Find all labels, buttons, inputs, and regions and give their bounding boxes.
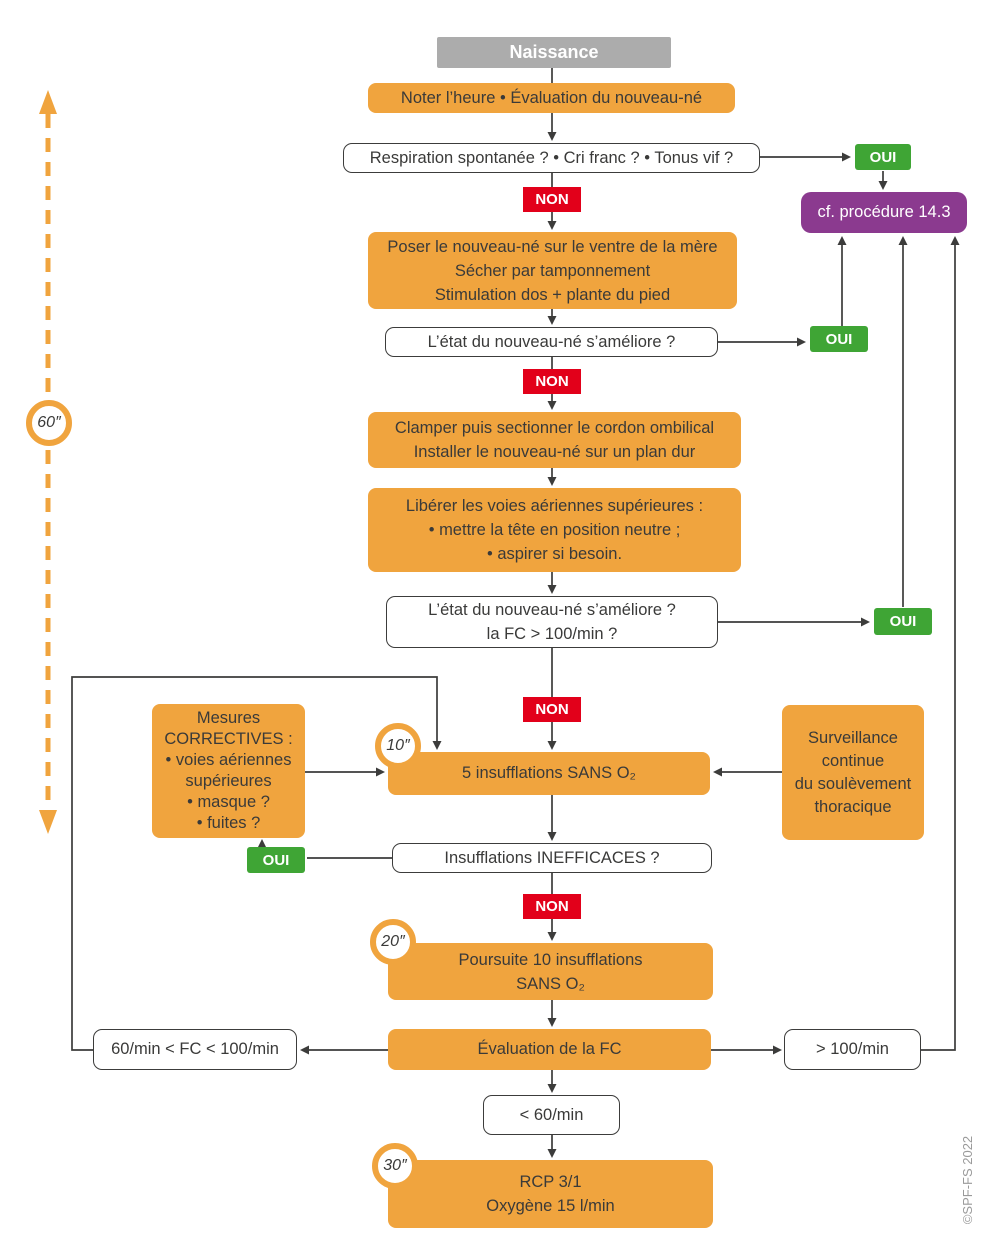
timer-20s-label: 20″ — [381, 933, 405, 950]
node-poser-nouveau-ne — [368, 232, 737, 309]
node-clamper-cordon — [368, 412, 741, 468]
node-fc-60-100 — [93, 1029, 297, 1070]
badge-non-label: NON — [535, 701, 569, 718]
node-respiration-label: Respiration spontanée ? • Cri franc ? • Tonus vif ? — [369, 148, 734, 167]
timeline-arrow-down-icon — [39, 810, 57, 834]
node-noter-heure-label: Noter l’heure • Évaluation du nouveau-né — [400, 88, 703, 107]
badge-oui-label: OUI — [869, 148, 897, 166]
node-fc-sup-100-label: > 100/min — [816, 1040, 889, 1058]
timer-60s-badge — [26, 400, 72, 446]
node-rcp-line2: Oxygène 15 l/min — [486, 1197, 615, 1215]
badge-non-label: NON — [535, 898, 569, 915]
node-5-insufflations — [388, 752, 710, 795]
badge-non-ameliore-2 — [523, 697, 581, 722]
node-liberer-line1: Libérer les voies aériennes supérieures : — [405, 497, 704, 515]
node-rcp-line1: RCP 3/1 — [519, 1173, 582, 1191]
node-mesures-line4: supérieures — [185, 772, 272, 790]
badge-oui-inefficaces — [247, 847, 305, 873]
badge-non-respiration — [523, 187, 581, 212]
timer-10s-badge — [375, 723, 421, 769]
node-evaluation-fc — [388, 1029, 711, 1070]
node-mesures-line6: • fuites ? — [196, 814, 261, 832]
node-mesures-line3: • voies aériennes — [165, 751, 292, 769]
badge-oui-label: OUI — [825, 330, 853, 348]
node-mesures-line2: CORRECTIVES : — [164, 730, 293, 748]
node-naissance — [437, 37, 671, 68]
node-fc-60-100-label: 60/min < FC < 100/min — [111, 1040, 279, 1058]
node-poser-line2: Sécher par tamponnement — [454, 261, 651, 280]
badge-non-label: NON — [535, 373, 569, 390]
node-cf-procedure-label: cf. procédure 14.3 — [817, 203, 951, 221]
node-5-insufflations-label: 5 insufflations SANS O₂ — [462, 764, 636, 782]
node-cf-procedure — [801, 192, 967, 233]
node-poser-line1: Poser le nouveau-né sur le ventre de la mère — [387, 237, 718, 256]
timer-20s-badge — [370, 919, 416, 965]
node-surveillance-line3: du soulèvement — [794, 774, 912, 793]
badge-non-inefficaces — [523, 894, 581, 919]
badge-non-ameliore-1 — [523, 369, 581, 394]
node-liberer-line3: • aspirer si besoin. — [486, 545, 623, 563]
node-etat-ameliore-2-line2: la FC > 100/min ? — [486, 625, 618, 643]
node-respiration-spontanee — [343, 143, 760, 173]
badge-oui-ameliore-2 — [874, 608, 932, 635]
node-liberer-voies — [368, 488, 741, 572]
node-etat-ameliore-1-label: L’état du nouveau-né s’améliore ? — [427, 332, 676, 351]
node-noter-heure — [368, 83, 735, 113]
node-etat-ameliore-1 — [385, 327, 718, 357]
node-rcp — [388, 1160, 713, 1228]
node-fc-inf-60-label: < 60/min — [519, 1105, 584, 1124]
node-fc-inf-60 — [483, 1095, 620, 1135]
node-clamper-line2: Installer le nouveau-né sur un plan dur — [413, 443, 696, 461]
node-poursuite-line1: Poursuite 10 insufflations — [458, 950, 643, 969]
badge-non-label: NON — [535, 191, 569, 208]
node-surveillance-continue — [782, 705, 924, 840]
node-naissance-label: Naissance — [509, 42, 599, 62]
node-fc-sup-100 — [784, 1029, 921, 1070]
copyright-credit: ©SPF-FS 2022 — [960, 1135, 975, 1225]
node-etat-ameliore-2-line1: L’état du nouveau-né s’améliore ? — [428, 601, 676, 619]
node-surveillance-line2: continue — [821, 751, 885, 770]
badge-oui-label: OUI — [889, 613, 917, 630]
badge-oui-label: OUI — [262, 851, 290, 869]
node-mesures-correctives — [152, 704, 305, 838]
node-surveillance-line1: Surveillance — [808, 728, 898, 747]
node-clamper-line1: Clamper puis sectionner le cordon ombilical — [394, 419, 715, 437]
timer-30s-label: 30″ — [383, 1157, 407, 1174]
timer-60s-label: 60″ — [37, 414, 61, 431]
node-mesures-line1: Mesures — [196, 709, 261, 727]
timer-10s-label: 10″ — [386, 737, 410, 754]
node-poursuite-line2: SANS O₂ — [516, 974, 585, 993]
node-poursuite-insufflations — [388, 943, 713, 1000]
timer-30s-badge — [372, 1143, 418, 1189]
node-evaluation-fc-label: Évaluation de la FC — [477, 1040, 622, 1058]
node-liberer-line2: • mettre la tête en position neutre ; — [428, 521, 681, 539]
node-surveillance-line4: thoracique — [814, 797, 892, 816]
node-poser-line3: Stimulation dos + plante du pied — [434, 285, 671, 304]
node-etat-ameliore-2 — [386, 596, 718, 648]
node-mesures-line5: • masque ? — [187, 793, 270, 811]
timeline-arrow-up-icon — [39, 90, 57, 114]
badge-oui-ameliore-1 — [810, 326, 868, 352]
badge-oui-respiration — [855, 144, 911, 170]
node-inefficaces-label: Insufflations INEFFICACES ? — [444, 848, 660, 867]
node-insufflations-inefficaces — [392, 843, 712, 873]
